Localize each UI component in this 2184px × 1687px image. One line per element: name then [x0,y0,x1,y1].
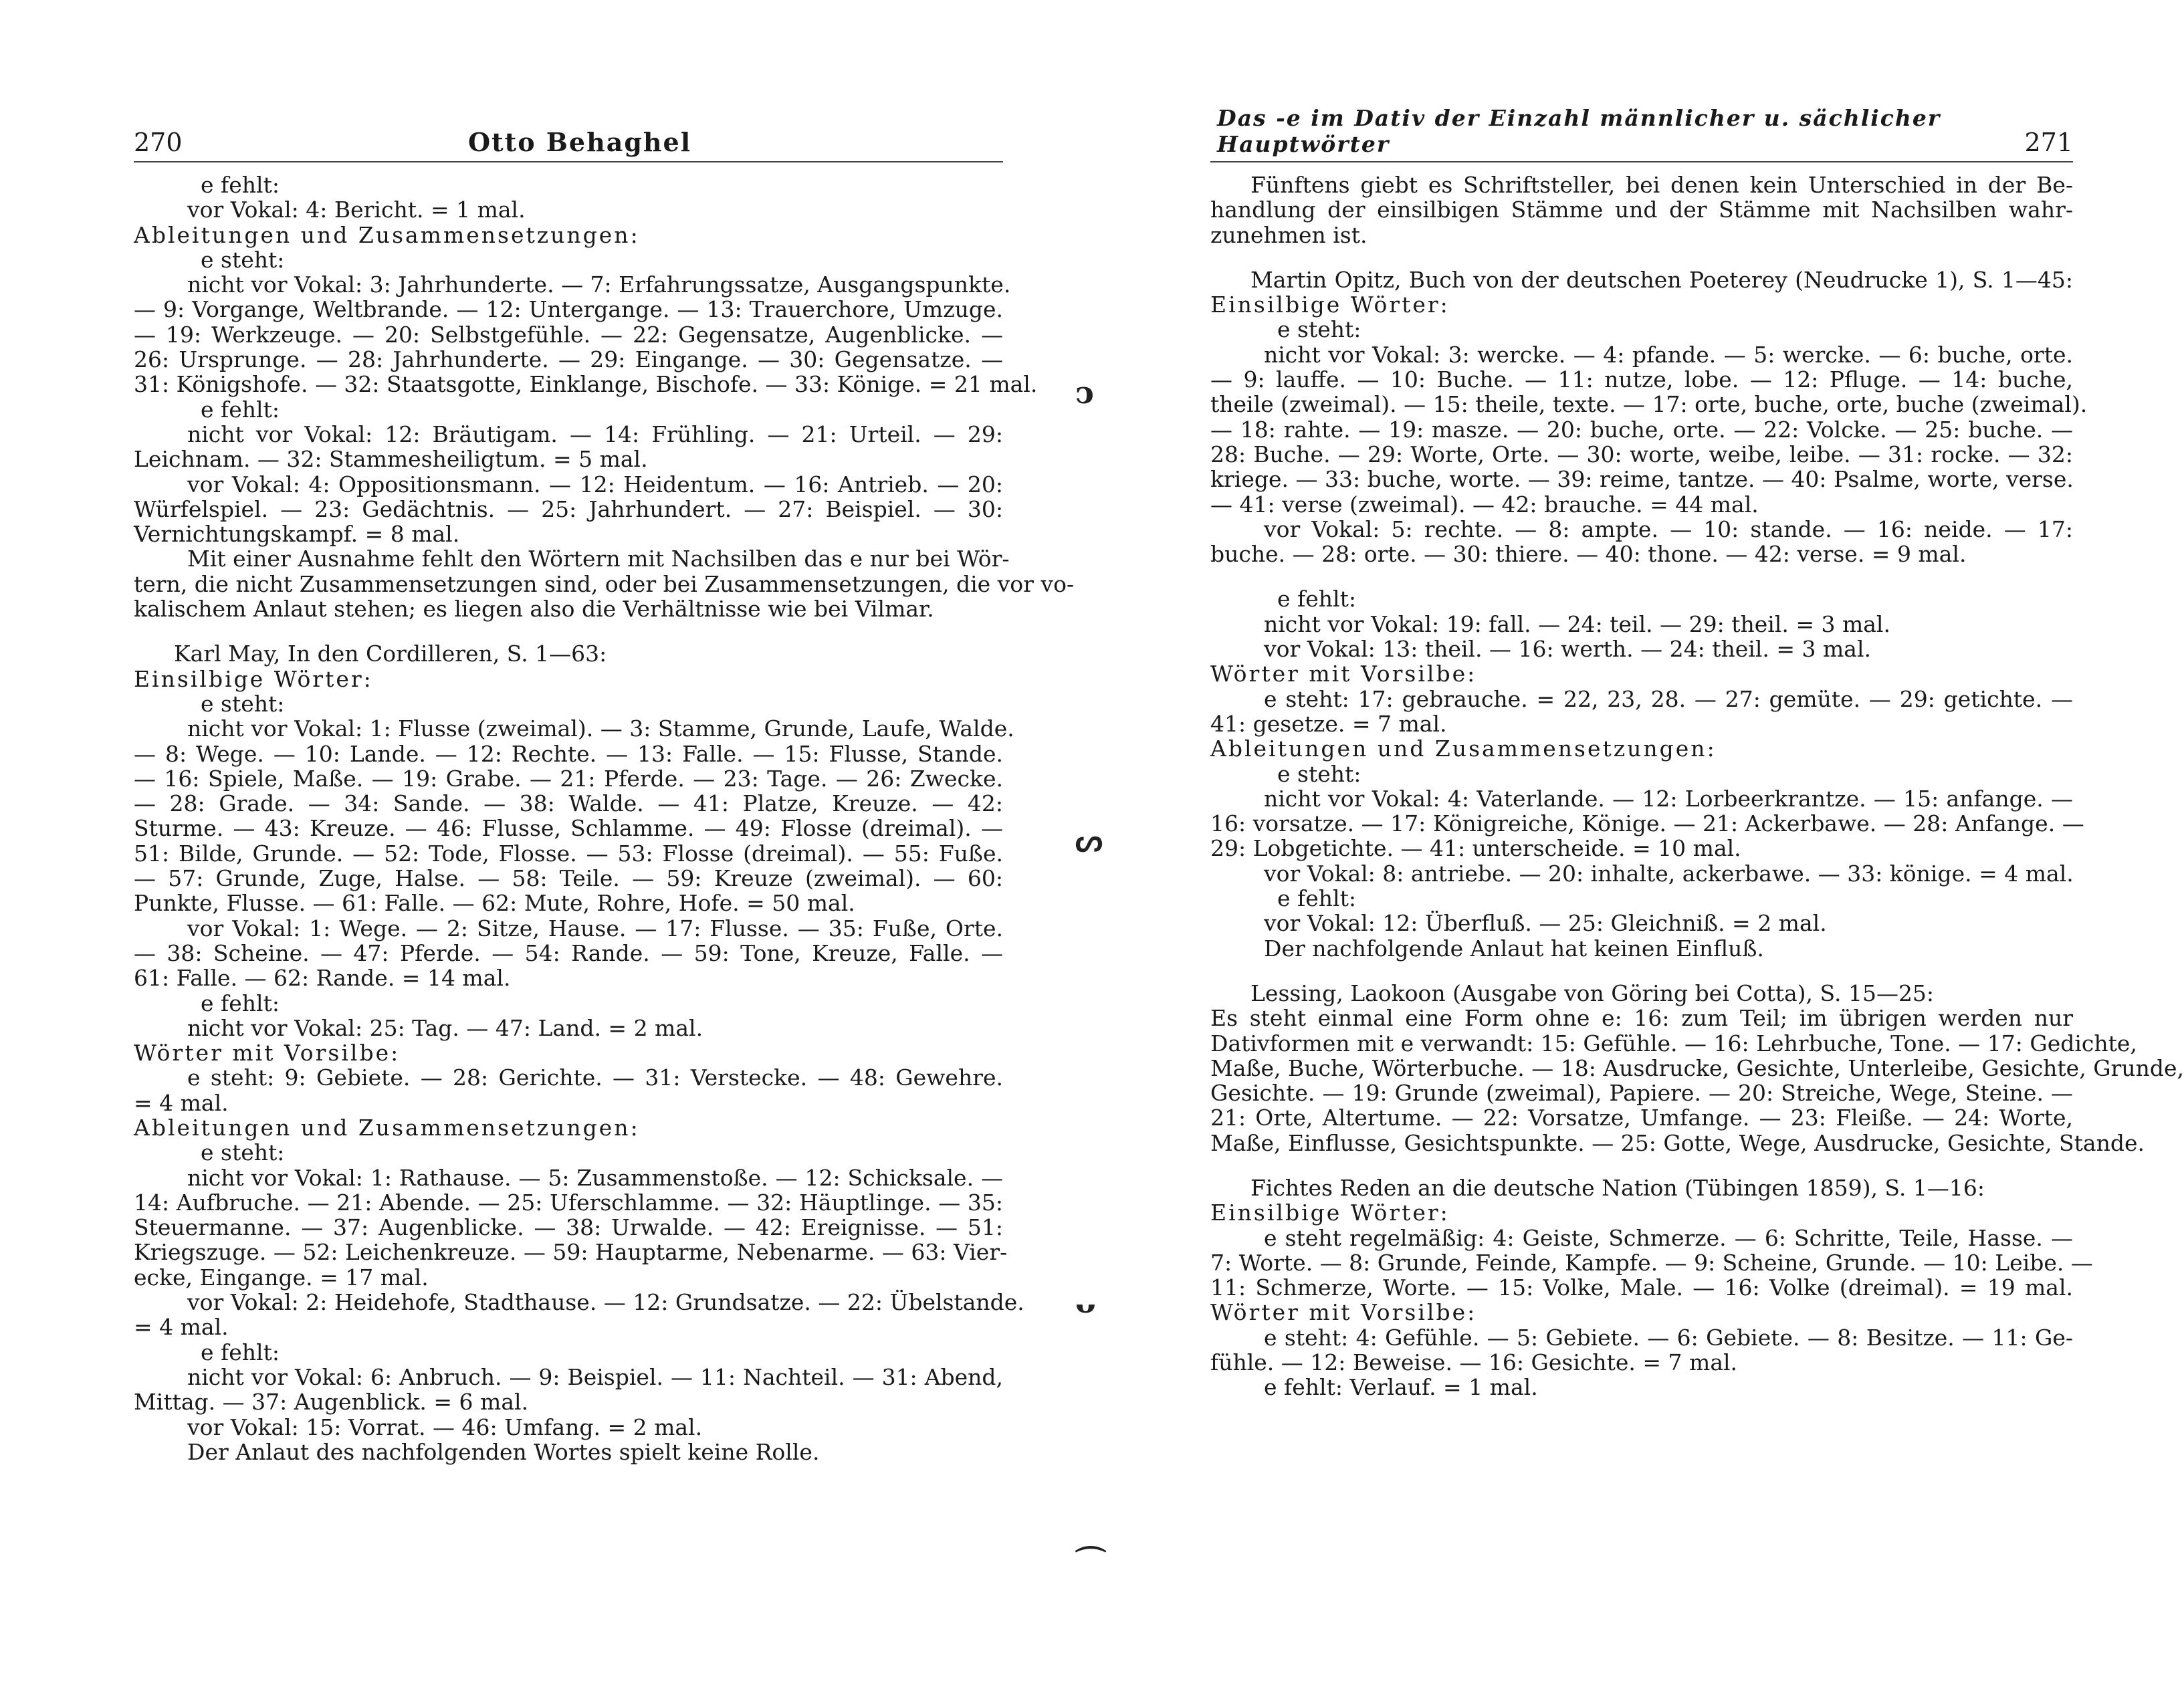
text-line: ecke, Eingange. = 17 mal. [134,1264,429,1290]
text-line: — 57: Grunde, Zuge, Halse. — 58: Teile. — 59: Kreuze (zweimal). — 60: [134,865,1003,892]
text-line: nicht vor Vokal: 4: Vaterlande. — 12: Lorbeerkrantze. — 15: anfange. — [1264,785,2073,812]
section-spacer [1210,1155,2073,1175]
gutter-mark-2: ᔕ [1075,822,1103,859]
text-line: vor Vokal: 13: theil. — 16: werth. — 24: theil. = 3 mal. [1264,636,1871,663]
text-line: vor Vokal: 12: Überfluß. — 25: Gleichniß. = 2 mal. [1264,910,1827,937]
text-line: e fehlt: [1277,885,1356,912]
text-line: nicht vor Vokal: 6: Anbruch. — 9: Beispiel. — 11: Nachteil. — 31: Abend, [187,1363,1003,1390]
gutter-mark-1: ↄ [1075,374,1095,411]
text-line: — 19: Werkzeuge. — 20: Selbstgefühle. — 22: Gegensatze, Augenblicke. — [134,321,1003,348]
left-body-text [134,172,1075,1465]
text-line: e steht: [1277,760,1361,787]
text-line: — 9: lauffe. — 10: Buche. — 11: nutze, lobe. — 12: Pfluge. — 14: buche, [1210,366,2073,393]
text-line: 41: gesetze. = 7 mal. [1210,710,1447,737]
text-line: 14: Aufbruche. — 21: Abende. — 25: Uferschlamme. — 32: Häuptlinge. — 35: [134,1189,1003,1216]
text-line: e steht regelmäßig: 4: Geiste, Schmerze. — 6: Schritte, Teile, Hasse. — [1264,1224,2073,1251]
text-line: 7: Worte. — 8: Grunde, Feinde, Kampfe. — 9: Scheine, Grunde. — 10: Leibe. — [1210,1249,2093,1276]
text-line: tern, die nicht Zusammensetzungen sind, oder bei Zusammensetzungen, die vor vo- [134,570,1075,597]
section-spacer [1210,961,2073,981]
text-line: Dativformen mit e verwandt: 15: Gefühle. — 16: Lehrbuche, Tone. — 17: Gedichte, [1210,1030,2137,1056]
text-line: Würfelspiel. — 23: Gedächtnis. — 25: Jahrhundert. — 27: Beispiel. — 30: [134,495,1003,522]
text-line: Steuermanne. — 37: Augenblicke. — 38: Urwalde. — 42: Ereignisse. — 51: [134,1214,1003,1241]
text-line: Maße, Einflusse, Gesichtspunkte. — 25: Gotte, Wege, Ausdrucke, Gesichte, Stande. [1210,1129,2145,1156]
section-spacer [1210,247,2073,267]
running-title-left: Otto Behaghel [468,127,692,157]
text-line: Fünftens giebt es Schriftsteller, bei denen kein Unterschied in der Be- [1250,172,2073,198]
text-line: e steht: 4: Gefühle. — 5: Gebiete. — 6: Gebiete. — 8: Besitze. — 11: Ge- [1264,1324,2073,1351]
text-line: Wörter mit Vorsilbe: [1210,1299,1477,1326]
running-head-right [1210,105,2073,162]
text-line: e steht: [1277,316,1361,343]
text-line: e fehlt: [201,1339,280,1365]
text-line: vor Vokal: 5: rechte. — 8: ampte. — 10: stande. — 16: neide. — 17: [1264,516,2073,542]
text-line: vor Vokal: 1: Wege. — 2: Sitze, Hause. — 17: Flusse. — 35: Fuße, Orte. [187,915,1003,941]
text-line: nicht vor Vokal: 3: wercke. — 4: pfande. — 5: wercke. — 6: buche, orte. [1264,341,2073,368]
text-line: e fehlt: [1277,586,1356,612]
text-line: Ableitungen und Zusammensetzungen: [134,221,640,248]
section-spacer [1210,566,2073,586]
text-line: fühle. — 12: Beweise. — 16: Gesichte. = 7 mal. [1210,1349,1738,1376]
text-line: — 8: Wege. — 10: Lande. — 12: Rechte. — 13: Falle. — 15: Flusse, Stande. [134,740,1003,767]
text-line: Gesichte. — 19: Grunde (zweimal), Papiere. — 20: Streiche, Wege, Steine. — [1210,1080,2073,1107]
text-line: — 41: verse (zweimal). — 42: brauche. = 44 mal. [1210,491,1759,518]
text-line: Fichtes Reden an die deutsche Nation (Tübingen 1859), S. 1—16: [1250,1174,1985,1201]
text-line: Einsilbige Wörter: [134,665,373,692]
text-line: Wörter mit Vorsilbe: [1210,661,1477,687]
text-line: nicht vor Vokal: 19: fall. — 24: teil. — 29: theil. = 3 mal. [1264,610,1890,637]
text-line: e steht: [201,690,285,717]
text-line: 29: Lobgetichte. — 41: unterscheide. = 10 mal. [1210,835,1741,862]
text-line: — 28: Grade. — 34: Sande. — 38: Walde. — 41: Platze, Kreuze. — 42: [134,790,1003,817]
text-line: e fehlt: Verlauf. = 1 mal. [1264,1374,1538,1401]
page-number-left: 270 [134,128,183,157]
text-line: kriege. — 33: buche, worte. — 39: reime, tantze. — 40: Psalme, worte, verse. [1210,466,2074,493]
text-line: Ableitungen und Zusammensetzungen: [1210,736,1717,762]
text-line: Leichnam. — 32: Stammesheiligtum. = 5 mal. [134,446,648,473]
text-line: e steht: [201,246,285,273]
text-line: e steht: [201,1139,285,1166]
text-line: e fehlt: [201,396,280,423]
text-line: — 18: rahte. — 19: masze. — 20: buche, orte. — 22: Volcke. — 25: buche. — [1210,416,2073,443]
text-line: vor Vokal: 4: Oppositionsmann. — 12: Heidentum. — 16: Antrieb. — 20: [187,471,1003,497]
text-line: e fehlt: [201,990,280,1016]
text-line: Es steht einmal eine Form ohne e: 16: zum Teil; im übrigen werden nur [1210,1005,2073,1032]
text-line: Der Anlaut des nachfolgenden Wortes spielt keine Rolle. [187,1438,820,1465]
text-line: — 16: Spiele, Maße. — 19: Grabe. — 21: Pferde. — 23: Tage. — 26: Zwecke. [134,765,1003,792]
text-line: nicht vor Vokal: 25: Tag. — 47: Land. = 2 mal. [187,1014,703,1041]
left-page [134,0,1075,1687]
text-line: nicht vor Vokal: 12: Bräutigam. — 14: Frühling. — 21: Urteil. — 29: [187,421,1003,447]
gutter-mark-3: ᴗ [1075,1284,1096,1320]
text-line: e steht: 9: Gebiete. — 28: Gerichte. — 31: Verstecke. — 48: Gewehre. [187,1064,1003,1091]
text-line: vor Vokal: 2: Heidehofe, Stadthause. — 12: Grundsatze. — 22: Übelstande. [187,1289,1024,1316]
text-line: e fehlt: [201,172,280,198]
text-line: Ableitungen und Zusammensetzungen: [134,1114,640,1141]
text-line: Kriegszuge. — 52: Leichenkreuze. — 59: Hauptarme, Nebenarme. — 63: Vier- [134,1239,1008,1266]
text-line: 61: Falle. — 62: Rande. = 14 mal. [134,965,511,992]
right-page [1210,0,2184,1687]
text-line: 26: Ursprunge. — 28: Jahrhunderte. — 29: Eingange. — 30: Gegensatze. — [134,346,1003,373]
text-line: = 4 mal. [134,1314,229,1341]
text-line: e steht: 17: gebrauche. = 22, 23, 28. — 27: gemüte. — 29: getichte. — [1264,685,2073,712]
text-line: handlung der einsilbigen Stämme und der Stämme mit Nachsilben wahr- [1210,197,2073,223]
text-line: Punkte, Flusse. — 61: Falle. — 62: Mute, Rohre, Hofe. = 50 mal. [134,890,855,917]
text-line: 11: Schmerze, Worte. — 15: Volke, Male. — 16: Volke (dreimal). = 19 mal. [1210,1274,2073,1301]
text-line: Martin Opitz, Buch von der deutschen Poeterey (Neudrucke 1), S. 1—45: [1250,266,2073,293]
text-line: nicht vor Vokal: 1: Rathause. — 5: Zusammenstoße. — 12: Schicksale. — [187,1164,1003,1191]
text-line: 21: Orte, Altertume. — 22: Vorsatze, Umfange. — 23: Fleiße. — 24: Worte, [1210,1105,2073,1131]
gutter-mark-4: ⌒ [1075,1544,1106,1580]
text-line: Lessing, Laokoon (Ausgabe von Göring bei Cotta), S. 15—25: [1250,980,1935,1006]
text-line: buche. — 28: orte. — 30: thiere. — 40: thone. — 42: verse. = 9 mal. [1210,541,1967,568]
text-line: Einsilbige Wörter: [1210,292,1450,318]
text-line: Vernichtungskampf. = 8 mal. [134,521,460,548]
text-line: 31: Königshofe. — 32: Staatsgotte, Einklange, Bischofe. — 33: Könige. = 21 mal. [134,371,1038,398]
text-line: Mit einer Ausnahme fehlt den Wörtern mit Nachsilben das e nur bei Wör- [187,546,1010,572]
text-line: — 9: Vorgange, Weltbrande. — 12: Untergange. — 13: Trauerchore, Umzuge. [134,296,1003,323]
text-line: theile (zweimal). — 15: theile, texte. — 17: orte, buche, orte, buche (zweimal). [1210,391,2088,418]
text-line: Einsilbige Wörter: [1210,1200,1450,1226]
text-line: Wörter mit Vorsilbe: [134,1040,401,1066]
text-line: — 38: Scheine. — 47: Pferde. — 54: Rande. — 59: Tone, Kreuze, Falle. — [134,939,1003,966]
text-line: 16: vorsatze. — 17: Königreiche, Könige. — 21: Ackerbawe. — 28: Anfange. — [1210,810,2084,837]
section-spacer [134,621,1003,641]
text-line: 51: Bilde, Grunde. — 52: Tode, Flosse. — 53: Flosse (dreimal). — 55: Fuße. [134,840,1003,867]
text-line: zunehmen ist. [1210,221,1368,248]
text-line: 28: Buche. — 29: Worte, Orte. — 30: worte, weibe, leibe. — 31: rocke. — 32: [1210,441,2073,467]
text-line: = 4 mal. [134,1089,229,1116]
text-line: Sturme. — 43: Kreuze. — 46: Flusse, Schlamme. — 49: Flosse (dreimal). — [134,815,1003,842]
running-title-right: Das -e im Dativ der Einzahl männlicher u. sächlicher Hauptwörter [1217,105,1941,157]
text-line: kalischem Anlaut stehen; es liegen also die Verhältnisse wie bei Vilmar. [134,596,934,623]
page-number-right: 271 [2024,128,2073,157]
right-body-text [1210,172,2184,1401]
text-line: Der nachfolgende Anlaut hat keinen Einfluß. [1264,935,1764,962]
text-line: vor Vokal: 4: Bericht. = 1 mal. [187,197,526,223]
text-line: Mittag. — 37: Augenblick. = 6 mal. [134,1389,529,1416]
text-line: nicht vor Vokal: 1: Flusse (zweimal). — 3: Stamme, Grunde, Laufe, Walde. [187,715,1014,742]
text-line: nicht vor Vokal: 3: Jahrhunderte. — 7: Erfahrungssatze, Ausgangspunkte. [187,271,1011,298]
text-line: vor Vokal: 8: antriebe. — 20: inhalte, ackerbawe. — 33: könige. = 4 mal. [1264,860,2074,887]
text-line: Maße, Buche, Wörterbuche. — 18: Ausdrucke, Gesichte, Unterleibe, Gesichte, Grunde, [1210,1054,2184,1081]
text-line: Karl May, In den Cordilleren, S. 1—63: [174,641,607,667]
text-line: vor Vokal: 15: Vorrat. — 46: Umfang. = 2 mal. [187,1414,703,1440]
running-head-left [134,110,1003,162]
